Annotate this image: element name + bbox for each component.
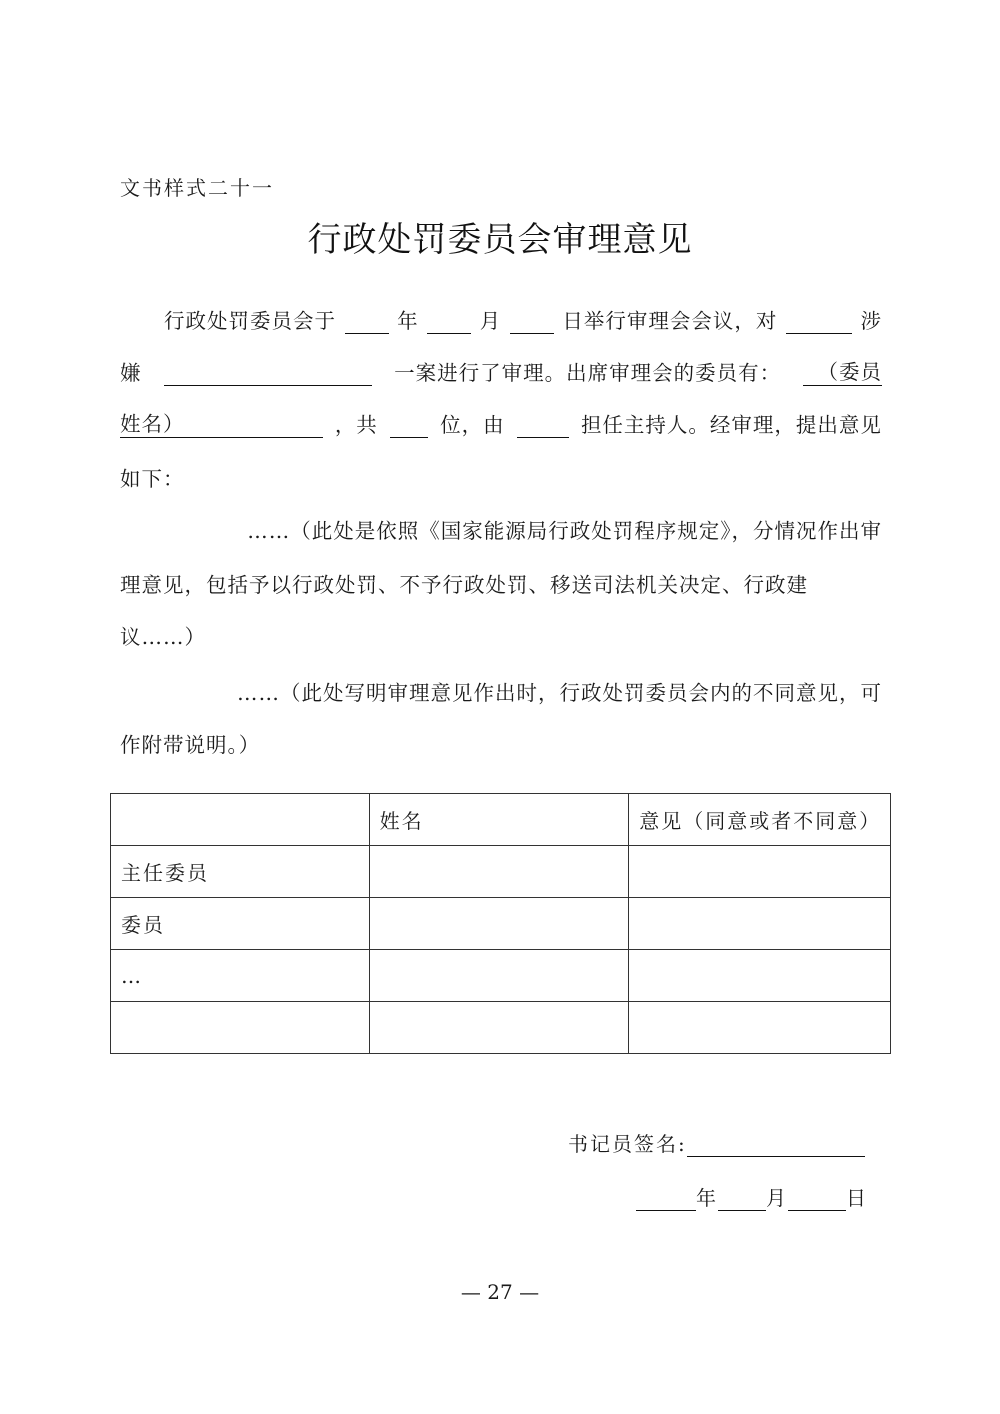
page-number: — 27 — (460, 1280, 540, 1304)
role-cell: … (111, 950, 370, 1002)
party-blank (786, 307, 852, 334)
text-para2-3: 议……） (120, 625, 206, 649)
text-year: 年 (397, 309, 419, 333)
text-members-hint: （委员 (803, 355, 882, 386)
opinion-cell (629, 1002, 891, 1054)
sign-month-blank (718, 1186, 766, 1211)
name-cell (369, 1002, 629, 1054)
clerk-signature-line (568, 1128, 865, 1157)
text-members-hint-2: 姓名） (120, 407, 185, 438)
sign-day-label: 日 (846, 1186, 868, 1210)
text-total: ，共 (334, 413, 378, 437)
text-month: 月 (479, 309, 502, 333)
host-blank (517, 411, 569, 438)
role-cell: 委员 (111, 898, 370, 950)
count-blank (390, 411, 428, 438)
text-case-reviewed: 一案进行了审理。出席审理会的委员有： (394, 361, 782, 385)
paragraph-1-line-2 (120, 350, 882, 386)
paragraph-2-line-1 (120, 508, 882, 544)
sign-year-label: 年 (696, 1186, 718, 1210)
sign-month-label: 月 (766, 1186, 788, 1210)
paragraph-1-line-4 (120, 456, 882, 492)
month-blank (427, 307, 471, 334)
paragraph-3-line-1 (120, 670, 882, 706)
year-blank (345, 307, 389, 334)
table-row (111, 898, 891, 950)
clerk-signature-blank (687, 1132, 865, 1157)
name-cell (369, 950, 629, 1002)
paragraph-1-line-3 (120, 402, 882, 438)
header-cell-opinion: 意见（同意或者不同意） (629, 794, 891, 846)
text-as-follows: 如下： (120, 467, 185, 491)
text-suspected: 涉 (860, 309, 882, 333)
role-cell (111, 1002, 370, 1054)
text-para2-1: ……（此处是依照《国家能源局行政处罚程序规定》，分情况作出审 (247, 519, 882, 543)
clerk-signature-label: 书记员签名: (568, 1132, 687, 1156)
header-cell-name: 姓名 (369, 794, 629, 846)
text-suspected-2: 嫌 (120, 361, 142, 385)
name-cell (369, 846, 629, 898)
day-blank (510, 307, 554, 334)
text-meeting: 日举行审理会会议，对 (562, 309, 778, 333)
document-title: 行政处罚委员会审理意见 (307, 220, 693, 260)
signature-date-line (636, 1182, 868, 1211)
paragraph-1-line-1 (120, 298, 882, 334)
text-para3-2: 作附带说明。） (120, 733, 261, 757)
role-cell: 主任委员 (111, 846, 370, 898)
text-para2-2: 理意见，包括予以行政处罚、不予行政处罚、移送司法机关决定、行政建 (120, 573, 808, 597)
table-header-row (111, 794, 891, 846)
table-row (111, 846, 891, 898)
committee-opinion-table (110, 793, 891, 1054)
table-row (111, 950, 891, 1002)
paragraph-2-line-3 (120, 614, 882, 650)
text-persons-by: 位，由 (440, 413, 505, 437)
text-committee-held: 行政处罚委员会于 (164, 309, 336, 333)
opinion-cell (629, 950, 891, 1002)
paragraph-3-line-2 (120, 722, 882, 758)
name-cell (369, 898, 629, 950)
document-form-label: 文书样式二十一 (120, 176, 274, 200)
members-blank (183, 411, 323, 438)
opinion-cell (629, 846, 891, 898)
sign-day-blank (788, 1186, 846, 1211)
sign-year-blank (636, 1186, 696, 1211)
header-cell-role (111, 794, 370, 846)
text-host: 担任主持人。经审理，提出意见 (580, 413, 882, 437)
opinion-cell (629, 898, 891, 950)
text-para3-1: ……（此处写明审理意见作出时，行政处罚委员会内的不同意见，可 (237, 681, 882, 705)
case-blank (164, 359, 372, 386)
paragraph-2-line-2 (120, 562, 882, 598)
table-row (111, 1002, 891, 1054)
